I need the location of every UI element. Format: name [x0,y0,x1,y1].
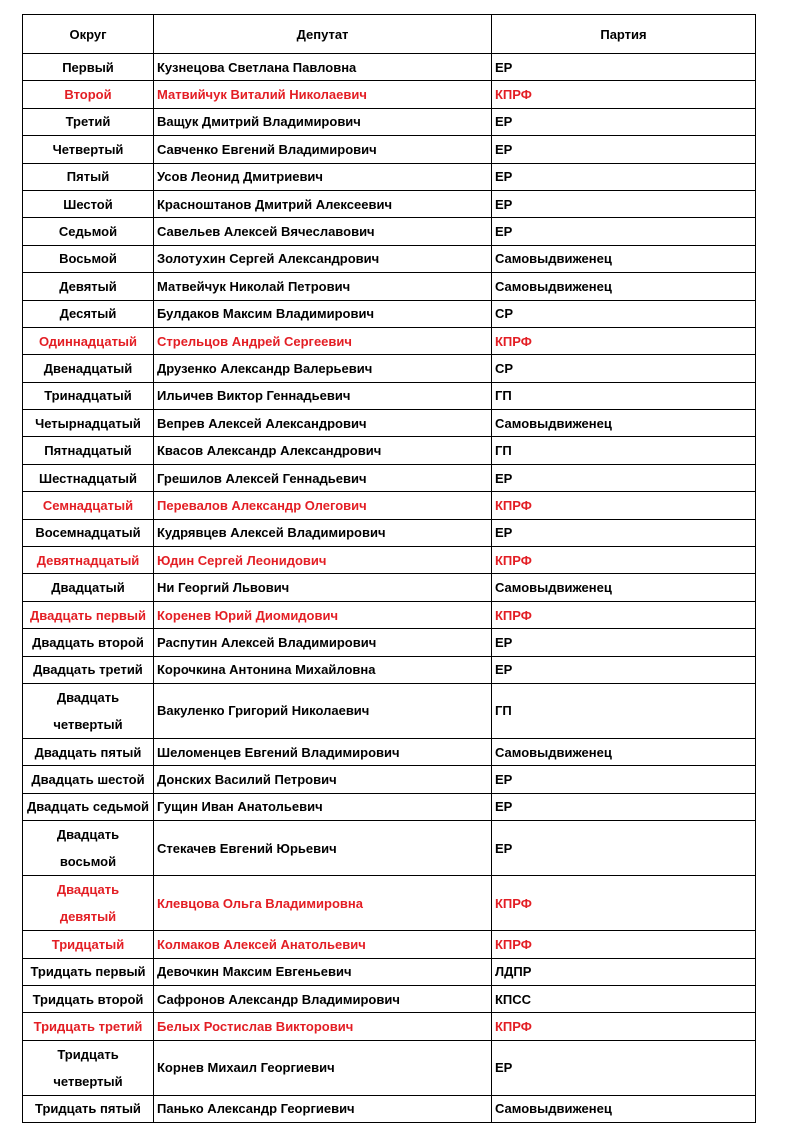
partiya-cell: КПРФ [492,327,756,354]
partiya-cell: ЕР [492,54,756,81]
deputat-cell: Вепрев Алексей Александрович [154,410,492,437]
partiya-cell: СР [492,355,756,382]
table-row [23,766,756,793]
partiya-cell: КПРФ [492,931,756,958]
partiya-cell: СР [492,300,756,327]
table-row [23,437,756,464]
partiya-cell: КПРФ [492,81,756,108]
deputat-cell: Савченко Евгений Владимирович [154,136,492,163]
okrug-cell: Четырнадцатый [23,410,154,437]
okrug-cell: Двадцать седьмой [23,793,154,820]
deputat-cell: Кудрявцев Алексей Владимирович [154,519,492,546]
okrug-cell: Седьмой [23,218,154,245]
deputat-cell: Савельев Алексей Вячеславович [154,218,492,245]
partiya-cell: ЕР [492,218,756,245]
partiya-cell: ЕР [492,519,756,546]
okrug-cell: Пятый [23,163,154,190]
okrug-cell: Двадцать девятый [23,876,154,931]
okrug-cell: Первый [23,54,154,81]
okrug-cell: Тридцать второй [23,985,154,1012]
deputat-cell: Стекачев Евгений Юрьевич [154,821,492,876]
table-row [23,958,756,985]
partiya-cell: ЛДПР [492,958,756,985]
deputat-cell: Золотухин Сергей Александрович [154,245,492,272]
table-row [23,1040,756,1095]
partiya-cell: ЕР [492,821,756,876]
partiya-cell: ЕР [492,766,756,793]
okrug-cell: Тринадцатый [23,382,154,409]
table-row [23,793,756,820]
deputat-cell: Ни Георгий Львович [154,574,492,601]
partiya-cell: КПРФ [492,601,756,628]
table-row [23,190,756,217]
okrug-cell: Одиннадцатый [23,327,154,354]
okrug-cell: Двадцать второй [23,629,154,656]
deputat-cell: Донских Василий Петрович [154,766,492,793]
partiya-cell: Самовыдвиженец [492,574,756,601]
okrug-cell: Тридцать пятый [23,1095,154,1122]
okrug-cell: Тридцатый [23,931,154,958]
deputat-cell: Матвийчук Виталий Николаевич [154,81,492,108]
partiya-cell: ЕР [492,163,756,190]
deputat-cell: Панько Александр Георгиевич [154,1095,492,1122]
table-row [23,931,756,958]
deputat-cell: Колмаков Алексей Анатольевич [154,931,492,958]
deputat-cell: Шеломенцев Евгений Владимирович [154,738,492,765]
table-row [23,245,756,272]
table-row [23,108,756,135]
table-row [23,985,756,1012]
deputat-cell: Сафронов Александр Владимирович [154,985,492,1012]
partiya-cell: ЕР [492,108,756,135]
table-row [23,656,756,683]
partiya-cell: Самовыдвиженец [492,273,756,300]
partiya-cell: ЕР [492,190,756,217]
okrug-cell: Третий [23,108,154,135]
okrug-cell: Восьмой [23,245,154,272]
table-row [23,683,756,738]
okrug-cell: Шестнадцатый [23,464,154,491]
okrug-cell: Десятый [23,300,154,327]
deputat-cell: Усов Леонид Дмитриевич [154,163,492,190]
header-row [23,15,756,54]
okrug-cell: Двадцать восьмой [23,821,154,876]
partiya-cell: КПРФ [492,1013,756,1040]
deputies-table [22,14,756,1123]
deputat-cell: Матвейчук Николай Петрович [154,273,492,300]
okrug-cell: Тридцать третий [23,1013,154,1040]
partiya-cell: ЕР [492,136,756,163]
partiya-cell: КПРФ [492,876,756,931]
table-body [23,54,756,1123]
deputat-cell: Стрельцов Андрей Сергеевич [154,327,492,354]
okrug-cell: Двадцатый [23,574,154,601]
deputat-cell: Девочкин Максим Евгеньевич [154,958,492,985]
table-row [23,163,756,190]
table-row [23,410,756,437]
okrug-cell: Двадцать первый [23,601,154,628]
table-row [23,601,756,628]
deputat-cell: Клевцова Ольга Владимировна [154,876,492,931]
table-row [23,738,756,765]
okrug-cell: Второй [23,81,154,108]
deputat-cell: Булдаков Максим Владимирович [154,300,492,327]
okrug-cell: Шестой [23,190,154,217]
table-row [23,547,756,574]
okrug-cell: Тридцать четвертый [23,1040,154,1095]
okrug-cell: Двадцать третий [23,656,154,683]
partiya-cell: ЕР [492,629,756,656]
partiya-cell: ГП [492,382,756,409]
okrug-cell: Тридцать первый [23,958,154,985]
table-row [23,382,756,409]
deputat-cell: Корнев Михаил Георгиевич [154,1040,492,1095]
partiya-cell: Самовыдвиженец [492,738,756,765]
table-row [23,218,756,245]
deputat-cell: Ильичев Виктор Геннадьевич [154,382,492,409]
deputat-cell: Коренев Юрий Диомидович [154,601,492,628]
okrug-cell: Двадцать шестой [23,766,154,793]
deputat-cell: Юдин Сергей Леонидович [154,547,492,574]
deputat-cell: Корочкина Антонина Михайловна [154,656,492,683]
deputat-cell: Гущин Иван Анатольевич [154,793,492,820]
table-row [23,876,756,931]
table-row [23,629,756,656]
okrug-cell: Двадцать пятый [23,738,154,765]
deputat-cell: Распутин Алексей Владимирович [154,629,492,656]
partiya-cell: КПРФ [492,547,756,574]
table-row [23,355,756,382]
okrug-cell: Девятый [23,273,154,300]
table-row [23,464,756,491]
table-row [23,519,756,546]
deputat-cell: Белых Ростислав Викторович [154,1013,492,1040]
partiya-cell: ЕР [492,464,756,491]
table-row [23,81,756,108]
partiya-cell: Самовыдвиженец [492,410,756,437]
table-row [23,136,756,163]
partiya-cell: ГП [492,683,756,738]
header-okrug: Округ [23,15,154,54]
partiya-cell: КПСС [492,985,756,1012]
deputat-cell: Красноштанов Дмитрий Алексеевич [154,190,492,217]
partiya-cell: ГП [492,437,756,464]
table-row [23,492,756,519]
partiya-cell: КПРФ [492,492,756,519]
partiya-cell: Самовыдвиженец [492,1095,756,1122]
table-row [23,273,756,300]
partiya-cell: Самовыдвиженец [492,245,756,272]
header-partiya: Партия [492,15,756,54]
table-row [23,327,756,354]
okrug-cell: Девятнадцатый [23,547,154,574]
okrug-cell: Двенадцатый [23,355,154,382]
partiya-cell: ЕР [492,1040,756,1095]
partiya-cell: ЕР [492,656,756,683]
partiya-cell: ЕР [492,793,756,820]
okrug-cell: Четвертый [23,136,154,163]
table-row [23,300,756,327]
deputat-cell: Кузнецова Светлана Павловна [154,54,492,81]
table-row [23,574,756,601]
deputat-cell: Друзенко Александр Валерьевич [154,355,492,382]
deputat-cell: Квасов Александр Александрович [154,437,492,464]
table-row [23,1095,756,1122]
table-row [23,821,756,876]
okrug-cell: Восемнадцатый [23,519,154,546]
table-row [23,1013,756,1040]
okrug-cell: Двадцать четвертый [23,683,154,738]
deputat-cell: Грешилов Алексей Геннадьевич [154,464,492,491]
okrug-cell: Семнадцатый [23,492,154,519]
table-row [23,54,756,81]
header-deputat: Депутат [154,15,492,54]
deputat-cell: Ващук Дмитрий Владимирович [154,108,492,135]
okrug-cell: Пятнадцатый [23,437,154,464]
deputat-cell: Вакуленко Григорий Николаевич [154,683,492,738]
deputat-cell: Перевалов Александр Олегович [154,492,492,519]
